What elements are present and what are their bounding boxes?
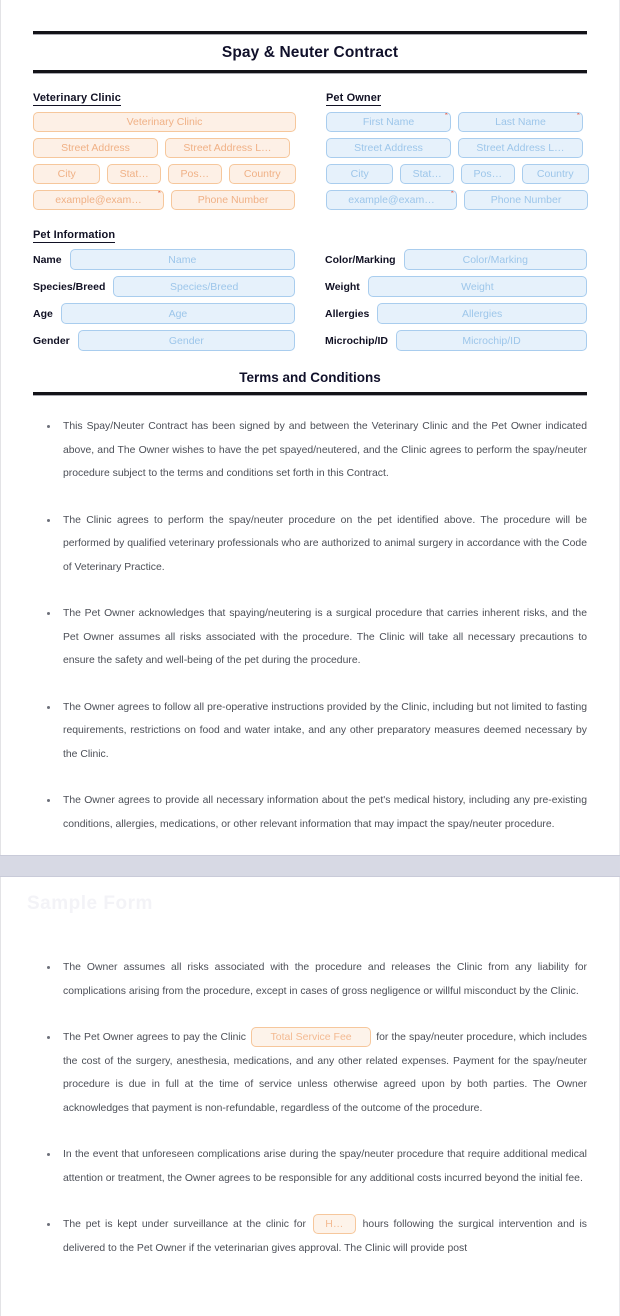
pet-info-right-column: [325, 249, 587, 357]
pet-color-marking-label: Color/Marking: [325, 253, 396, 266]
page-title: Spay & Neuter Contract: [221, 44, 399, 61]
clinic-email-field[interactable]: [33, 190, 164, 210]
clinic-street-address-line2-field[interactable]: Street Address L…: [165, 138, 290, 158]
owner-name-row: [326, 112, 589, 132]
pet-color-marking-field[interactable]: Color/Marking: [404, 249, 587, 270]
required-asterisk-icon: *: [450, 190, 454, 198]
pet-weight-field[interactable]: Weight: [368, 276, 587, 297]
clause-item: The Clinic agrees to perform the spay/neuter procedure on the pet identified above. The procedure will be performed by qualified veterinary professionals who are authorized to animal surgery in accordance with the Code of Veterinary Practice.: [33, 509, 587, 580]
terms-header: [33, 357, 587, 396]
pet-name-field[interactable]: Name: [70, 249, 295, 270]
owner-last-name-placeholder: Last Name: [495, 116, 546, 128]
owner-email-placeholder: example@exam…: [348, 194, 435, 206]
clause-item: The Owner agrees to provide all necessary information about the pet's medical history, including any pre-existing conditions, allergies, medications, or other relevant information that may impact the spay/neuter procedure.: [33, 789, 587, 836]
owner-address-row: [326, 138, 589, 158]
surveillance-hours-field[interactable]: H…: [313, 1214, 356, 1234]
pet-gender-row: [33, 330, 295, 351]
owner-first-name-placeholder: First Name: [362, 116, 415, 128]
clinic-name-field[interactable]: Veterinary Clinic: [33, 112, 296, 132]
pet-weight-row: [325, 276, 587, 297]
page-break-divider: [0, 855, 620, 877]
pet-age-row: [33, 303, 295, 324]
page-watermark: Sample Form: [27, 893, 153, 914]
clause-item: This Spay/Neuter Contract has been signed by and between the Veterinary Clinic and the Pet Owner indicated above, and The Owner wishes to have the pet spayed/neutered, and the Clinic agrees to perform the spay/neuter procedure subject to the terms and conditions set forth in this Contract.: [33, 415, 587, 486]
clinic-locality-row: [33, 164, 296, 184]
pet-weight-label: Weight: [325, 280, 360, 293]
pet-information-heading: Pet Information: [33, 229, 116, 241]
required-asterisk-icon: *: [444, 112, 448, 120]
clause-fee-text-before: The Pet Owner agrees to pay the Clinic: [63, 1032, 246, 1043]
pet-allergies-field[interactable]: Allergies: [377, 303, 587, 324]
owner-postal-field[interactable]: Pos…: [461, 164, 515, 184]
clinic-street-address-field[interactable]: Street Address: [33, 138, 158, 158]
pet-info-left-column: [33, 249, 295, 357]
owner-street-address-field[interactable]: Street Address: [326, 138, 451, 158]
owner-first-name-field[interactable]: [326, 112, 451, 132]
clinic-city-field[interactable]: City: [33, 164, 100, 184]
clause-item: The Owner agrees to follow all pre-operative instructions provided by the Clinic, including but not limited to fasting requirements, restrictions on food and water intake, and any other preparatory measures deemed necessary by the Clinic.: [33, 696, 587, 767]
pet-name-row: [33, 249, 295, 270]
pet-species-breed-row: [33, 276, 295, 297]
owner-state-field[interactable]: Stat…: [400, 164, 454, 184]
owner-city-field[interactable]: City: [326, 164, 393, 184]
pet-information-grid: [33, 249, 587, 357]
clinic-phone-field[interactable]: Phone Number: [171, 190, 295, 210]
pet-gender-field[interactable]: Gender: [78, 330, 295, 351]
owner-column: [326, 88, 589, 216]
clinic-email-placeholder: example@exam…: [55, 194, 142, 206]
clinic-name-row: [33, 112, 296, 132]
terms-title: Terms and Conditions: [239, 370, 381, 385]
clinic-heading: Veterinary Clinic: [33, 92, 121, 104]
document-header: [33, 0, 587, 74]
required-asterisk-icon: *: [576, 112, 580, 120]
total-service-fee-field[interactable]: Total Service Fee: [251, 1027, 371, 1047]
document-page-2: [0, 877, 620, 1316]
pet-microchip-id-label: Microchip/ID: [325, 334, 389, 347]
clause-item-complications: In the event that unforeseen complications arise during the spay/neuter procedure that require additional medical attention or treatment, the Owner agrees to be responsible for any additional costs incurred beyond the initial fee.: [33, 1143, 587, 1190]
clause-fee-text-after: for the spay/neuter procedure, which includes the cost of the surgery, anesthesia, medications, and any other related expenses. Payment for the spay/neuter procedure is due in full at the time of service unless otherwise agreed upon by both parties. The Owner acknowledges that payment is non-refundable, regardless of the outcome of the procedure.: [63, 1032, 588, 1114]
clause-surveillance-text-before: The pet is kept under surveillance at the clinic for: [63, 1219, 306, 1230]
clinic-contact-row: [33, 190, 296, 210]
owner-locality-row: [326, 164, 589, 184]
pet-allergies-label: Allergies: [325, 307, 370, 320]
pet-allergies-row: [325, 303, 587, 324]
parties-section: [33, 74, 587, 216]
clinic-state-field[interactable]: Stat…: [107, 164, 161, 184]
clause-item-liability: The Owner assumes all risks associated with the procedure and releases the Clinic from any liability for complications arising from the procedure, except in cases of gross negligence or willful misconduct by the Clinic.: [33, 956, 587, 1003]
clause-item-fee: [33, 1026, 587, 1120]
clinic-column: [33, 88, 296, 216]
pet-gender-label: Gender: [33, 334, 70, 347]
pet-age-label: Age: [33, 307, 53, 320]
owner-heading: Pet Owner: [326, 92, 382, 104]
pet-species-breed-label: Species/Breed: [33, 280, 106, 293]
clause-item-surveillance: [33, 1213, 587, 1260]
clinic-postal-field[interactable]: Pos…: [168, 164, 222, 184]
pet-microchip-id-field[interactable]: Microchip/ID: [396, 330, 587, 351]
pet-species-breed-field[interactable]: Species/Breed: [113, 276, 295, 297]
owner-contact-row: [326, 190, 589, 210]
owner-email-field[interactable]: [326, 190, 457, 210]
required-asterisk-icon: *: [157, 190, 161, 198]
clinic-address-row: [33, 138, 296, 158]
pet-information-section: [33, 216, 587, 357]
terms-clause-list-page-1: [33, 396, 587, 836]
pet-name-label: Name: [33, 253, 62, 266]
pet-age-field[interactable]: Age: [61, 303, 295, 324]
terms-clause-list-page-2: [33, 877, 587, 1260]
clause-item: The Pet Owner acknowledges that spaying/neutering is a surgical procedure that carries inherent risks, and the Pet Owner assumes all risks associated with the procedure. The Clinic will take all necessary precautions to ensure the safety and well-being of the pet during the procedure.: [33, 602, 587, 673]
clinic-country-field[interactable]: Country: [229, 164, 296, 184]
owner-phone-field[interactable]: Phone Number: [464, 190, 588, 210]
pet-color-marking-row: [325, 249, 587, 270]
owner-last-name-field[interactable]: [458, 112, 583, 132]
owner-country-field[interactable]: Country: [522, 164, 589, 184]
clause-surveillance-text-after: hours following the surgical intervention and is delivered to the Pet Owner if the veterinarian gives approval. The Clinic will provide post: [63, 1219, 587, 1254]
owner-street-address-line2-field[interactable]: Street Address L…: [458, 138, 583, 158]
pet-microchip-id-row: [325, 330, 587, 351]
